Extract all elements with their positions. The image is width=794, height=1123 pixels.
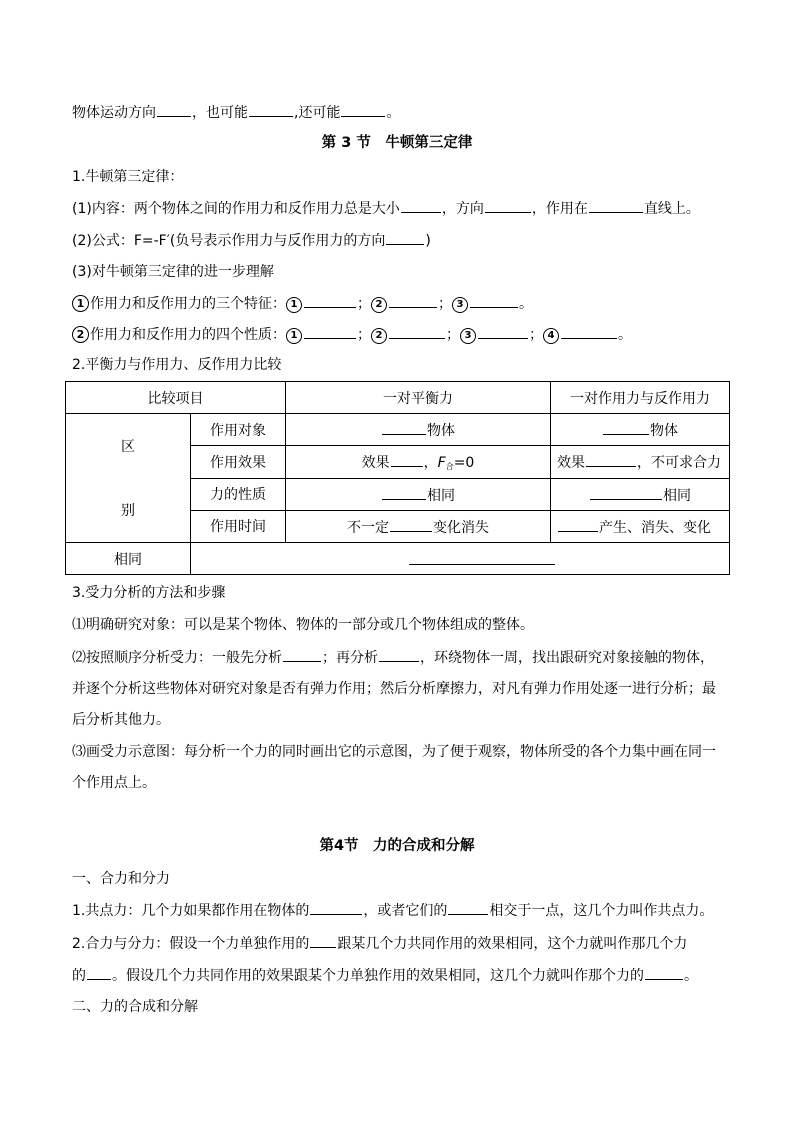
blank: [558, 516, 598, 532]
blank: [304, 292, 356, 308]
blank: [157, 101, 191, 117]
blank: [603, 419, 649, 435]
blank: [341, 101, 385, 117]
blank: [310, 899, 362, 915]
table-header-cell: 一对平衡力: [286, 382, 551, 414]
circled-number-icon: 2: [72, 326, 89, 343]
blank: [401, 197, 441, 213]
blank: [386, 229, 424, 245]
table-label-cell: 力的性质: [191, 478, 286, 510]
item2-title: 2.平衡力与作用力、反作用力比较: [72, 357, 282, 373]
blank: [586, 451, 636, 467]
blank: [87, 964, 111, 980]
circled-number-icon: 3: [460, 328, 476, 344]
table-cell: 物体: [551, 414, 730, 446]
circled-number-icon: 1: [286, 297, 302, 313]
section-4-title: 第4节 力的合成和分解: [319, 838, 475, 854]
step3-line-2: 个作用点上。: [72, 775, 156, 791]
resultant-line: 2.合力与分力：假设一个力单独作用的 跟某几个力共同作用的效果相同，这个力就叫作那几个力: [72, 932, 687, 955]
table-label-cell: 作用时间: [191, 510, 286, 542]
circled-number-icon: 1: [72, 295, 89, 312]
features-line: 1 作用力和反作用力的三个特征： 1 ； 2 ； 3 。: [72, 292, 533, 315]
top-text-line: 物体运动方向 ，也可能 ,还可能 。: [72, 101, 400, 124]
blank: [391, 451, 423, 467]
table-header-cell: 比较项目: [66, 382, 286, 414]
formula-line: (2)公式：F=-F′(负号表示作用力与反作用力的方向 ): [72, 229, 431, 252]
blank: [382, 484, 426, 500]
step3-line: ⑶画受力示意图：每分析一个力的同时画出它的示意图，为了便于观察，物体所受的各个力集中画在同一: [72, 744, 716, 760]
part1-title: 一、合力和分力: [72, 871, 170, 887]
understanding-line: (3)对牛顿第三定律的进一步理解: [72, 264, 274, 280]
table-label-cell: 相同: [66, 543, 191, 575]
blank: [304, 323, 356, 339]
blank: [389, 292, 437, 308]
table-label-cell: 作用效果: [191, 446, 286, 478]
comparison-table: [65, 381, 730, 575]
step2-line-2: 并逐个分析这些物体对研究对象是否有弹力作用；然后分析摩擦力，对凡有弹力作用处逐一进行分析；最: [72, 681, 716, 697]
table-cell: 效果 ，$F_合=0$: [286, 446, 551, 478]
step1-line: ⑴明确研究对象：可以是某个物体、物体的一部分或几个物体组成的整体。: [72, 617, 534, 633]
blank: [409, 549, 555, 565]
step2-line-3: 后分析其他力。: [72, 712, 170, 728]
resultant-line-2: 的 。假设几个力共同作用的效果跟某个力单独作用的效果相同，这几个力就叫作那个力的 。: [72, 964, 698, 987]
table-header-cell: 一对作用力与反作用力: [551, 382, 730, 414]
difference-label-cell: [66, 414, 191, 543]
properties-line: 2 作用力和反作用力的四个性质： 1 ； 2 ； 3 ； 4 。: [72, 323, 632, 346]
circled-number-icon: 4: [543, 328, 559, 344]
table-cell: [191, 543, 730, 575]
concurrent-forces-line: 1.共点力：几个力如果都作用在物体的 ，或者它们的 相交于一点，这几个力叫作共点力。: [72, 899, 713, 922]
blank: [283, 646, 321, 662]
blank: [470, 292, 518, 308]
blank: [389, 323, 445, 339]
blank: [590, 484, 662, 500]
blank: [390, 516, 432, 532]
circled-number-icon: 1: [286, 328, 302, 344]
table-label-cell: 作用对象: [191, 414, 286, 446]
circled-number-icon: 2: [371, 297, 387, 313]
content-line: (1)内容：两个物体之间的作用力和反作用力总是大小 ，方向 ，作用在 直线上。: [72, 197, 700, 220]
circled-number-icon: 2: [371, 328, 387, 344]
item1-title: 1.牛顿第三定律：: [72, 169, 184, 185]
table-cell: 物体: [286, 414, 551, 446]
blank: [561, 323, 617, 339]
blank: [645, 964, 683, 980]
item3-title: 3.受力分析的方法和步骤: [72, 585, 226, 601]
blank: [382, 419, 426, 435]
table-row: [66, 414, 730, 446]
table-row: [66, 543, 730, 575]
difference-label-bottom: 别: [121, 503, 135, 519]
table-cell: 相同: [286, 478, 551, 510]
table-cell: 产生、消失、变化: [551, 510, 730, 542]
blank: [310, 932, 336, 948]
part2-title: 二、力的合成和分解: [72, 999, 198, 1015]
table-cell: 效果 ，不可求合力: [551, 446, 730, 478]
table-cell: 相同: [551, 478, 730, 510]
difference-label-top: 区: [121, 439, 135, 455]
blank: [589, 197, 643, 213]
blank: [249, 101, 293, 117]
circled-number-icon: 3: [452, 297, 468, 313]
table-header-row: [66, 382, 730, 414]
table-cell: 不一定 变化消失: [286, 510, 551, 542]
blank: [448, 899, 488, 915]
blank: [379, 646, 419, 662]
blank: [485, 197, 531, 213]
step2-line: ⑵按照顺序分析受力：一般先分析 ；再分析 ，环绕物体一周，找出跟研究对象接触的物体，: [72, 646, 714, 669]
section-3-title: 第 3 节 牛顿第三定律: [321, 135, 473, 151]
blank: [478, 323, 528, 339]
